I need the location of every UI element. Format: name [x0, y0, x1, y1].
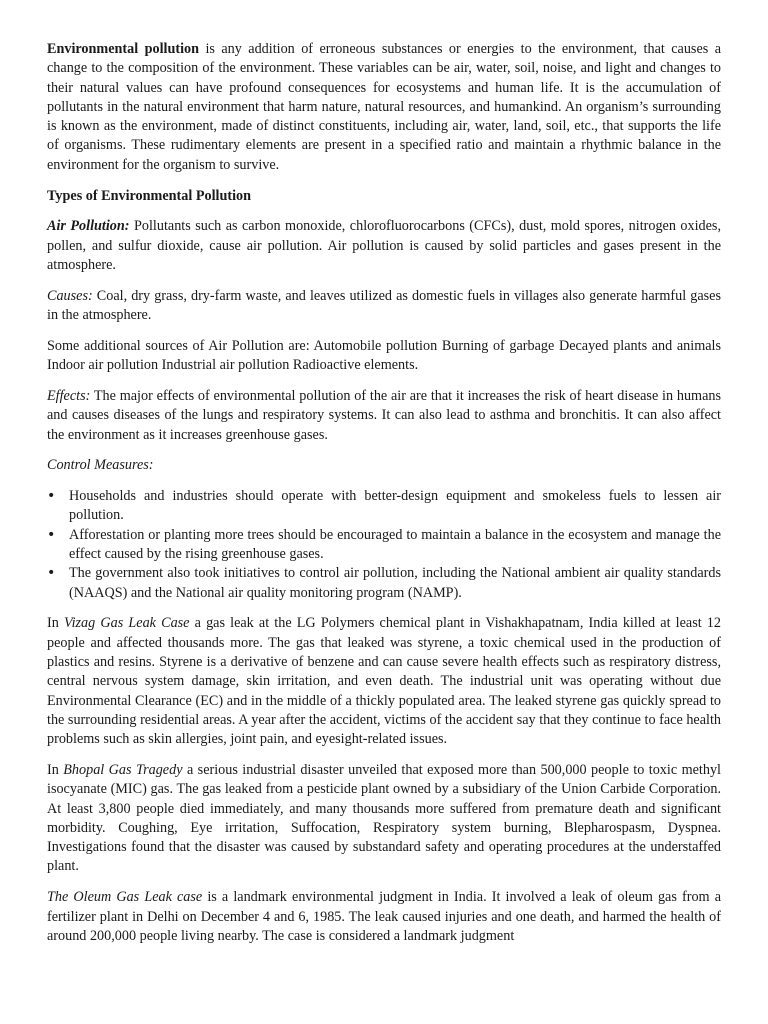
vizag-prefix: In [47, 615, 64, 632]
list-item-text: Households and industries should operate with better-design equipment and smokeless fuels to lessen air pollution. [69, 488, 721, 524]
causes-label: Causes: [47, 287, 93, 304]
list-item [47, 526, 721, 565]
vizag-paragraph [47, 614, 721, 749]
air-pollution-label: Air Pollution: [47, 218, 130, 235]
bhopal-prefix: In [47, 762, 64, 778]
vizag-text: a gas leak at the LG Polymers chemical plant in Vishakhapatnam, India killed at least 12 people and affected thousands more. The gas that leaked was styrene, a toxic chemical used in the production of plastics and resins. Styrene is a derivative of benzene and can cause severe health effects such as respiratory distress, central nervous system damage, skin irritation, and even death. The industrial unit was operating without due Environmental Clearance (EC) and in the middle of a thickly populated area. The leaked styrene gas quickly spread to the surrounding residential areas. A year after the accident, victims of the accident say that they continue to face health problems such as skin allergies, joint pain, and eyesight-related issues. [47, 615, 721, 748]
effects-text: The major effects of environmental pollution of the air are that it increases the risk of heart disease in humans and causes diseases of the lungs and respiratory systems. It can also lead to asthma and bronchitis. It can also affect the environment as it increases greenhouse gases. [47, 387, 721, 443]
bullet-icon: • [47, 526, 56, 543]
effects-label: Effects: [47, 387, 91, 404]
vizag-case-name: Vizag Gas Leak Case [63, 615, 190, 632]
list-item [47, 487, 721, 526]
oleum-case-name: The Oleum Gas Leak case [47, 889, 203, 906]
air-pollution-text: Pollutants such as carbon monoxide, chlorofluorocarbons (CFCs), dust, mold spores, nitrogen oxides, pollen, and sulfur dioxide, cause air pollution. Air pollution is caused by solid particles and gases present in the atmosphere. [47, 218, 721, 273]
list-item-text: The government also took initiatives to control air pollution, including the National ambient air quality standards (NAAQS) and the National air quality monitoring program (NAMP). [69, 565, 721, 601]
oleum-paragraph [47, 888, 721, 946]
causes-paragraph [47, 287, 721, 326]
bullet-icon: • [47, 565, 56, 582]
bhopal-paragraph [47, 761, 721, 877]
air-pollution-paragraph [47, 217, 721, 275]
intro-term: Environmental pollution [47, 41, 200, 57]
control-measures-label: Control Measures: [47, 457, 154, 474]
list-item-text: Afforestation or planting more trees should be encouraged to maintain a balance in the ecosystem and manage the effect caused by the rising greenhouse gases. [69, 526, 721, 563]
control-measures-list [47, 487, 721, 603]
list-item [47, 564, 721, 603]
bhopal-text: a serious industrial disaster unveiled that exposed more than 500,000 people to toxic methyl isocyanate (MIC) gas. The gas leaked from a pesticide plant owned by a subsidiary of the Union Carbide Corporation. At least 3,800 people died immediately, and many thousands more suffered from premature death and significant morbidity. Coughing, Eye irritation, Suffocation, Respiratory system burning, Blepharospasm, Dyspnea. Investigations found that the disaster was caused by substandard safety and operating procedures at the understaffed plant. [47, 762, 721, 875]
bullet-icon: • [47, 488, 56, 505]
intro-text: is any addition of erroneous substances or energies to the environment, that causes a change to the composition of the environment. These variables can be air, water, soil, noise, and light and changes to their natural values can have profound consequences for ecosystems and human life. It is the accumulation of pollutants in the natural environment that harm nature, natural resources, and humankind. An organism’s surrounding is known as the environment, made of distinct constituents, including air, water, land, soil, etc., that supports the life of organisms. These rudimentary elements are present in a specified ratio and maintain a rhythmic balance in the environment for the organism to survive. [47, 41, 721, 173]
causes-text: Coal, dry grass, dry-farm waste, and leaves utilized as domestic fuels in villages also generate harmful gases in the atmosphere. [47, 287, 721, 324]
oleum-text: is a landmark environmental judgment in India. It involved a leak of oleum gas from a fertilizer plant in Delhi on December 4 and 6, 1985. The leak caused injuries and one death, and harmed the health of around 200,000 people living nearby. The case is considered a landmark judgment [47, 889, 721, 944]
additional-sources-paragraph: Some additional sources of Air Pollution are: Automobile pollution Burning of garbage Decayed plants and animals Indoor air pollution Industrial air pollution Radioactive elements. [47, 337, 721, 374]
intro-paragraph [47, 40, 721, 175]
effects-paragraph [47, 387, 721, 445]
types-heading: Types of Environmental Pollution [47, 187, 252, 204]
bhopal-case-name: Bhopal Gas Tragedy [63, 762, 183, 778]
document-page [47, 40, 721, 958]
control-measures-heading [47, 456, 721, 475]
